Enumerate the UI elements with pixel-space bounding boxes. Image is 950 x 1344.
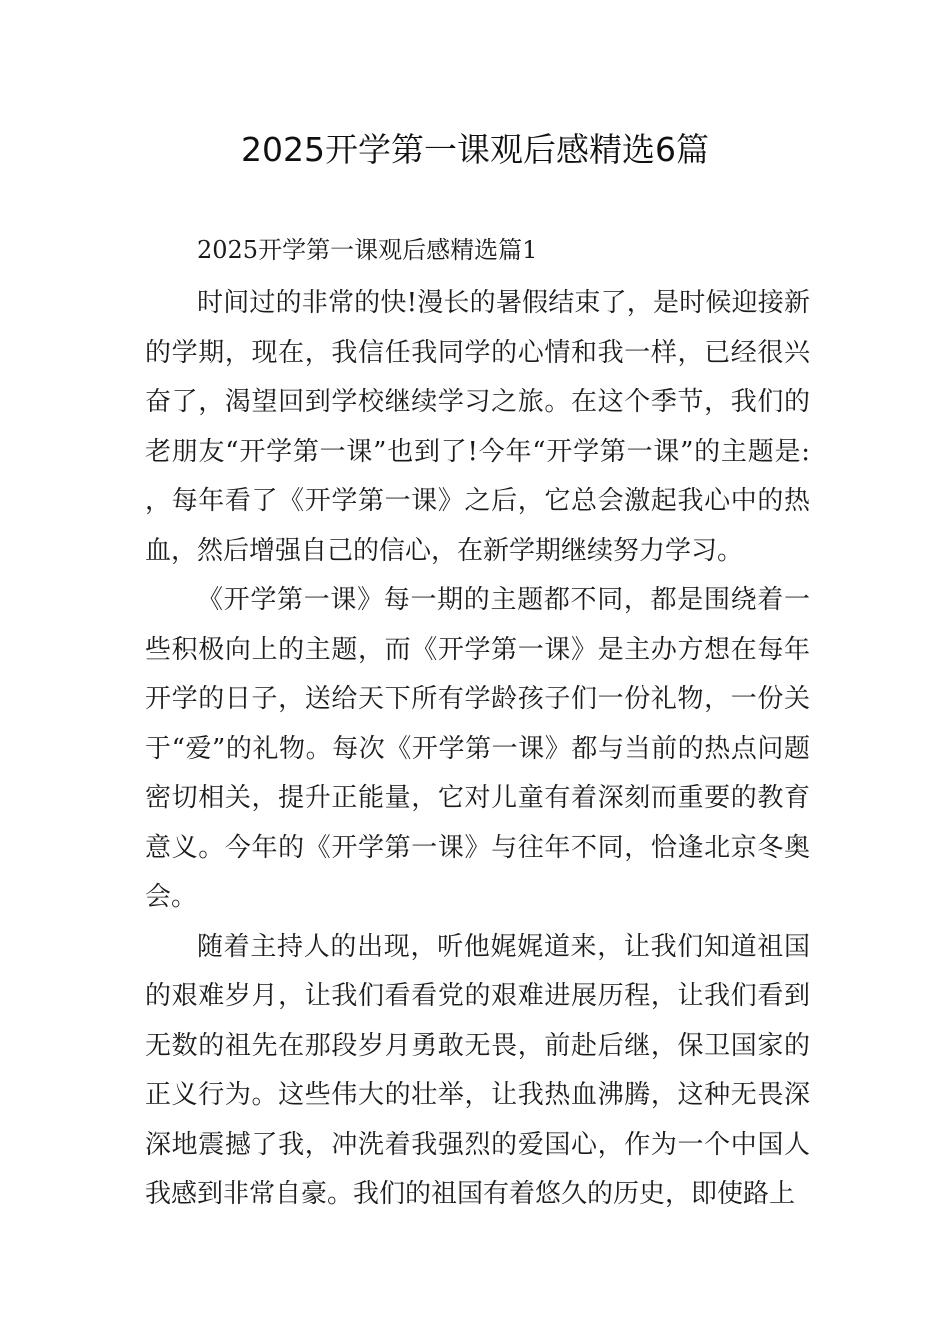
paragraph-1: 时间过的非常的快!漫长的暑假结束了，是时候迎接新的学期，现在，我信任我同学的心情和我一样，已经很兴奋了，渴望回到学校继续学习之旅。在这个季节，我们的老朋友“开学第一课”也到了!今年“开学第一课”的主题是:，每年看了《开学第一课》之后，它总会激起我心中的热血，然后增强自己的信心，在新学期继续努力学习。 [145,288,810,566]
section-heading: 2025开学第一课观后感精选篇1 [197,236,538,264]
document-body [145,230,810,1220]
document-title: 2025开学第一课观后感精选6篇 [241,130,709,169]
paragraph-2: 《开学第一课》每一期的主题都不同，都是围绕着一些积极向上的主题，而《开学第一课》是主办方想在每年开学的日子，送给天下所有学龄孩子们一份礼物，一份关于“爱”的礼物。每次《开学第一课》都与当前的热点问题密切相关，提升正能量，它对儿童有着深刻而重要的教育意义。今年的《开学第一课》与往年不同，恰逢北京冬奥会。 [145,585,810,912]
paragraph-3: 随着主持人的出现，听他娓娓道来，让我们知道祖国的艰难岁月，让我们看看党的艰难进展历程，让我们看到无数的祖先在那段岁月勇敢无畏，前赴后继，保卫国家的正义行为。这些伟大的壮举，让我热血沸腾，这种无畏深深地震撼了我，冲洗着我强烈的爱国心，作为一个中国人我感到非常自豪。我们的祖国有着悠久的历史，即使路上 [145,931,810,1209]
